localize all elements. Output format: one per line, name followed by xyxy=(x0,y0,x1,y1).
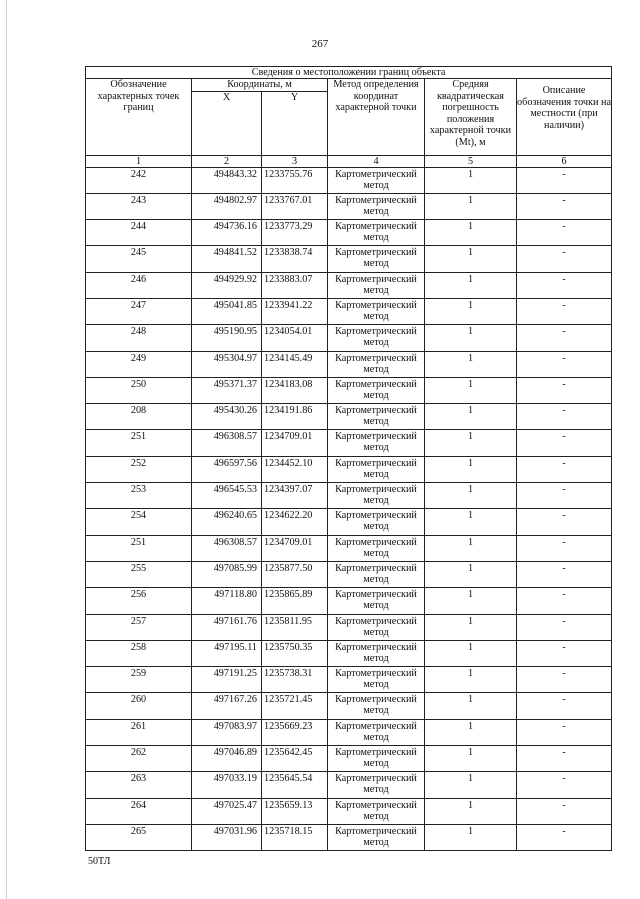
header-method: Метод определения координат характерной точки xyxy=(328,79,425,156)
method-line-1: Картометрический xyxy=(335,168,417,180)
coord-y: 1233941.22 xyxy=(262,298,328,324)
method-line-1: Картометрический xyxy=(335,431,417,443)
coord-y: 1234622.20 xyxy=(262,509,328,535)
point-description: - xyxy=(517,509,612,535)
point-description: - xyxy=(517,588,612,614)
error-mt: 1 xyxy=(425,377,517,403)
method-line-1: Картометрический xyxy=(335,273,417,285)
coord-x: 497083.97 xyxy=(192,719,262,745)
method-line-1: Картометрический xyxy=(335,825,417,837)
method-cell xyxy=(328,588,425,614)
column-number: 3 xyxy=(262,155,328,167)
method-cell xyxy=(328,640,425,666)
point-id: 265 xyxy=(86,824,192,850)
coord-x: 497161.76 xyxy=(192,614,262,640)
method-line-2: метод xyxy=(363,758,389,770)
error-mt: 1 xyxy=(425,351,517,377)
error-mt: 1 xyxy=(425,772,517,798)
method-line-2: метод xyxy=(363,679,389,691)
point-id: 256 xyxy=(86,588,192,614)
point-id: 251 xyxy=(86,535,192,561)
point-description: - xyxy=(517,456,612,482)
point-description: - xyxy=(517,667,612,693)
coord-x: 496308.57 xyxy=(192,430,262,456)
point-description: - xyxy=(517,298,612,324)
method-line-2: метод xyxy=(363,705,389,717)
point-id: 248 xyxy=(86,325,192,351)
coord-y: 1234709.01 xyxy=(262,535,328,561)
point-id: 208 xyxy=(86,404,192,430)
error-mt: 1 xyxy=(425,824,517,850)
point-id: 259 xyxy=(86,667,192,693)
coord-x: 496545.53 xyxy=(192,483,262,509)
coord-x: 494736.16 xyxy=(192,220,262,246)
method-line-2: метод xyxy=(363,521,389,533)
error-mt: 1 xyxy=(425,693,517,719)
point-id: 253 xyxy=(86,483,192,509)
point-description: - xyxy=(517,220,612,246)
coord-y: 1235750.35 xyxy=(262,640,328,666)
error-mt: 1 xyxy=(425,588,517,614)
method-cell xyxy=(328,430,425,456)
error-mt: 1 xyxy=(425,325,517,351)
method-cell xyxy=(328,509,425,535)
method-line-2: метод xyxy=(363,468,389,480)
coord-y: 1235865.89 xyxy=(262,588,328,614)
page-number: 267 xyxy=(311,38,329,50)
table-title: Сведения о местоположении границ объекта xyxy=(86,67,612,79)
point-description: - xyxy=(517,193,612,219)
method-line-2: метод xyxy=(363,442,389,454)
table-row xyxy=(86,220,612,246)
coord-y: 1235811.95 xyxy=(262,614,328,640)
point-description: - xyxy=(517,746,612,772)
method-cell xyxy=(328,325,425,351)
method-cell xyxy=(328,693,425,719)
method-line-1: Картометрический xyxy=(335,589,417,601)
method-line-2: метод xyxy=(363,652,389,664)
point-id: 252 xyxy=(86,456,192,482)
method-line-2: метод xyxy=(363,337,389,349)
coord-y: 1235659.13 xyxy=(262,798,328,824)
method-cell xyxy=(328,404,425,430)
table-row xyxy=(86,561,612,587)
coord-y: 1234145.49 xyxy=(262,351,328,377)
method-cell xyxy=(328,614,425,640)
method-line-2: метод xyxy=(363,731,389,743)
header-designation: Обозначение характерных точек границ xyxy=(86,79,192,156)
method-cell xyxy=(328,667,425,693)
coord-y: 1234054.01 xyxy=(262,325,328,351)
coord-y: 1235718.15 xyxy=(262,824,328,850)
coord-y: 1234709.01 xyxy=(262,430,328,456)
point-id: 246 xyxy=(86,272,192,298)
error-mt: 1 xyxy=(425,640,517,666)
method-line-1: Картометрический xyxy=(335,457,417,469)
table-row xyxy=(86,167,612,193)
method-line-2: метод xyxy=(363,495,389,507)
method-cell xyxy=(328,483,425,509)
point-description: - xyxy=(517,483,612,509)
coord-x: 495304.97 xyxy=(192,351,262,377)
point-id: 243 xyxy=(86,193,192,219)
method-line-1: Картометрический xyxy=(335,378,417,390)
method-line-1: Картометрический xyxy=(335,720,417,732)
point-description: - xyxy=(517,246,612,272)
point-id: 245 xyxy=(86,246,192,272)
error-mt: 1 xyxy=(425,246,517,272)
point-description: - xyxy=(517,535,612,561)
error-mt: 1 xyxy=(425,193,517,219)
method-line-1: Картометрический xyxy=(335,194,417,206)
point-description: - xyxy=(517,798,612,824)
table-row xyxy=(86,614,612,640)
table-row xyxy=(86,535,612,561)
coord-y: 1233773.29 xyxy=(262,220,328,246)
method-cell xyxy=(328,746,425,772)
error-mt: 1 xyxy=(425,430,517,456)
table-row xyxy=(86,404,612,430)
column-numbers-row xyxy=(86,155,612,167)
method-line-1: Картометрический xyxy=(335,562,417,574)
method-cell xyxy=(328,824,425,850)
table-row xyxy=(86,298,612,324)
point-id: 242 xyxy=(86,167,192,193)
point-description: - xyxy=(517,167,612,193)
header-description: Описание обозначения точки на местности (при наличии) xyxy=(517,79,612,156)
point-id: 261 xyxy=(86,719,192,745)
column-number: 4 xyxy=(328,155,425,167)
point-id: 250 xyxy=(86,377,192,403)
coord-y: 1235721.45 xyxy=(262,693,328,719)
coord-y: 1235877.50 xyxy=(262,561,328,587)
coord-y: 1235669.23 xyxy=(262,719,328,745)
point-description: - xyxy=(517,772,612,798)
coord-x: 495041.85 xyxy=(192,298,262,324)
coord-x: 496597.56 xyxy=(192,456,262,482)
point-description: - xyxy=(517,377,612,403)
coord-y: 1234452.10 xyxy=(262,456,328,482)
page-edge-line xyxy=(6,0,7,899)
table-row xyxy=(86,693,612,719)
header-x: X xyxy=(192,91,262,155)
error-mt: 1 xyxy=(425,798,517,824)
coord-y: 1233838.74 xyxy=(262,246,328,272)
coord-y: 1233767.01 xyxy=(262,193,328,219)
coord-y: 1233883.07 xyxy=(262,272,328,298)
point-description: - xyxy=(517,351,612,377)
method-line-1: Картометрический xyxy=(335,484,417,496)
point-description: - xyxy=(517,561,612,587)
point-id: 247 xyxy=(86,298,192,324)
error-mt: 1 xyxy=(425,561,517,587)
method-line-1: Картометрический xyxy=(335,773,417,785)
method-line-2: метод xyxy=(363,416,389,428)
method-line-1: Картометрический xyxy=(335,221,417,233)
table-row xyxy=(86,325,612,351)
coord-y: 1235645.54 xyxy=(262,772,328,798)
coord-x: 497031.96 xyxy=(192,824,262,850)
table-row xyxy=(86,798,612,824)
coord-x: 494802.97 xyxy=(192,193,262,219)
coord-x: 497191.25 xyxy=(192,667,262,693)
coord-x: 494841.52 xyxy=(192,246,262,272)
method-line-2: метод xyxy=(363,389,389,401)
error-mt: 1 xyxy=(425,746,517,772)
header-coordinates: Координаты, м xyxy=(192,79,328,92)
table-row xyxy=(86,430,612,456)
point-description: - xyxy=(517,693,612,719)
error-mt: 1 xyxy=(425,272,517,298)
method-line-2: метод xyxy=(363,205,389,217)
table-row xyxy=(86,351,612,377)
table-row xyxy=(86,509,612,535)
coord-x: 497033.19 xyxy=(192,772,262,798)
method-line-1: Картометрический xyxy=(335,352,417,364)
method-line-1: Картометрический xyxy=(335,747,417,759)
method-line-1: Картометрический xyxy=(335,510,417,522)
coord-y: 1234191.86 xyxy=(262,404,328,430)
table-body xyxy=(86,167,612,851)
coord-x: 497118.80 xyxy=(192,588,262,614)
coord-x: 497025.47 xyxy=(192,798,262,824)
table-row xyxy=(86,772,612,798)
point-description: - xyxy=(517,430,612,456)
method-cell xyxy=(328,561,425,587)
header-y: Y xyxy=(262,91,328,155)
method-line-2: метод xyxy=(363,232,389,244)
point-description: - xyxy=(517,824,612,850)
column-number: 6 xyxy=(517,155,612,167)
method-line-1: Картометрический xyxy=(335,299,417,311)
table-row xyxy=(86,719,612,745)
table-row xyxy=(86,483,612,509)
method-line-2: метод xyxy=(363,310,389,322)
method-line-2: метод xyxy=(363,284,389,296)
method-line-1: Картометрический xyxy=(335,536,417,548)
point-description: - xyxy=(517,404,612,430)
method-cell xyxy=(328,298,425,324)
table-row xyxy=(86,193,612,219)
error-mt: 1 xyxy=(425,167,517,193)
coord-x: 497167.26 xyxy=(192,693,262,719)
method-line-1: Картометрический xyxy=(335,694,417,706)
method-cell xyxy=(328,798,425,824)
coord-y: 1234183.08 xyxy=(262,377,328,403)
method-line-1: Картометрический xyxy=(335,799,417,811)
column-number: 5 xyxy=(425,155,517,167)
coord-x: 496240.65 xyxy=(192,509,262,535)
coord-x: 495190.95 xyxy=(192,325,262,351)
method-cell xyxy=(328,220,425,246)
coord-x: 494843.32 xyxy=(192,167,262,193)
method-line-1: Картометрический xyxy=(335,615,417,627)
column-number: 2 xyxy=(192,155,262,167)
coord-x: 494929.92 xyxy=(192,272,262,298)
method-line-2: метод xyxy=(363,784,389,796)
boundary-coordinates-table xyxy=(85,66,612,851)
method-line-2: метод xyxy=(363,547,389,559)
method-cell xyxy=(328,377,425,403)
point-description: - xyxy=(517,272,612,298)
point-description: - xyxy=(517,614,612,640)
error-mt: 1 xyxy=(425,535,517,561)
table-row xyxy=(86,456,612,482)
table-row xyxy=(86,824,612,850)
method-line-2: метод xyxy=(363,600,389,612)
table-row xyxy=(86,667,612,693)
coord-x: 495371.37 xyxy=(192,377,262,403)
point-id: 257 xyxy=(86,614,192,640)
table-row xyxy=(86,746,612,772)
coord-x: 495430.26 xyxy=(192,404,262,430)
error-mt: 1 xyxy=(425,298,517,324)
method-line-2: метод xyxy=(363,258,389,270)
footer-code: 50ТЛ xyxy=(88,856,111,867)
method-line-1: Картометрический xyxy=(335,326,417,338)
coord-x: 496308.57 xyxy=(192,535,262,561)
method-cell xyxy=(328,719,425,745)
method-line-1: Картометрический xyxy=(335,668,417,680)
method-cell xyxy=(328,351,425,377)
table-row xyxy=(86,272,612,298)
point-id: 260 xyxy=(86,693,192,719)
error-mt: 1 xyxy=(425,614,517,640)
point-description: - xyxy=(517,640,612,666)
column-number: 1 xyxy=(86,155,192,167)
point-description: - xyxy=(517,325,612,351)
method-cell xyxy=(328,193,425,219)
coord-x: 497085.99 xyxy=(192,561,262,587)
method-cell xyxy=(328,772,425,798)
error-mt: 1 xyxy=(425,404,517,430)
method-line-2: метод xyxy=(363,810,389,822)
method-line-2: метод xyxy=(363,573,389,585)
point-id: 251 xyxy=(86,430,192,456)
point-id: 258 xyxy=(86,640,192,666)
method-cell xyxy=(328,535,425,561)
coord-y: 1233755.76 xyxy=(262,167,328,193)
table-row xyxy=(86,377,612,403)
coord-x: 497195.11 xyxy=(192,640,262,666)
error-mt: 1 xyxy=(425,719,517,745)
table-row xyxy=(86,588,612,614)
point-id: 254 xyxy=(86,509,192,535)
method-line-1: Картометрический xyxy=(335,641,417,653)
point-description: - xyxy=(517,719,612,745)
point-id: 249 xyxy=(86,351,192,377)
point-id: 264 xyxy=(86,798,192,824)
method-line-2: метод xyxy=(363,363,389,375)
coord-y: 1235738.31 xyxy=(262,667,328,693)
coord-x: 497046.89 xyxy=(192,746,262,772)
method-line-2: метод xyxy=(363,836,389,848)
table-row xyxy=(86,246,612,272)
method-cell xyxy=(328,456,425,482)
point-id: 244 xyxy=(86,220,192,246)
error-mt: 1 xyxy=(425,667,517,693)
header-error: Средняя квадратическая погрешность положения характерной точки (Mt), м xyxy=(425,79,517,156)
point-id: 262 xyxy=(86,746,192,772)
table-row xyxy=(86,640,612,666)
point-id: 263 xyxy=(86,772,192,798)
coord-y: 1234397.07 xyxy=(262,483,328,509)
method-line-2: метод xyxy=(363,179,389,191)
method-line-1: Картометрический xyxy=(335,405,417,417)
error-mt: 1 xyxy=(425,456,517,482)
error-mt: 1 xyxy=(425,483,517,509)
method-line-2: метод xyxy=(363,626,389,638)
error-mt: 1 xyxy=(425,509,517,535)
method-cell xyxy=(328,246,425,272)
error-mt: 1 xyxy=(425,220,517,246)
method-cell xyxy=(328,167,425,193)
coord-y: 1235642.45 xyxy=(262,746,328,772)
point-id: 255 xyxy=(86,561,192,587)
method-line-1: Картометрический xyxy=(335,247,417,259)
method-cell xyxy=(328,272,425,298)
